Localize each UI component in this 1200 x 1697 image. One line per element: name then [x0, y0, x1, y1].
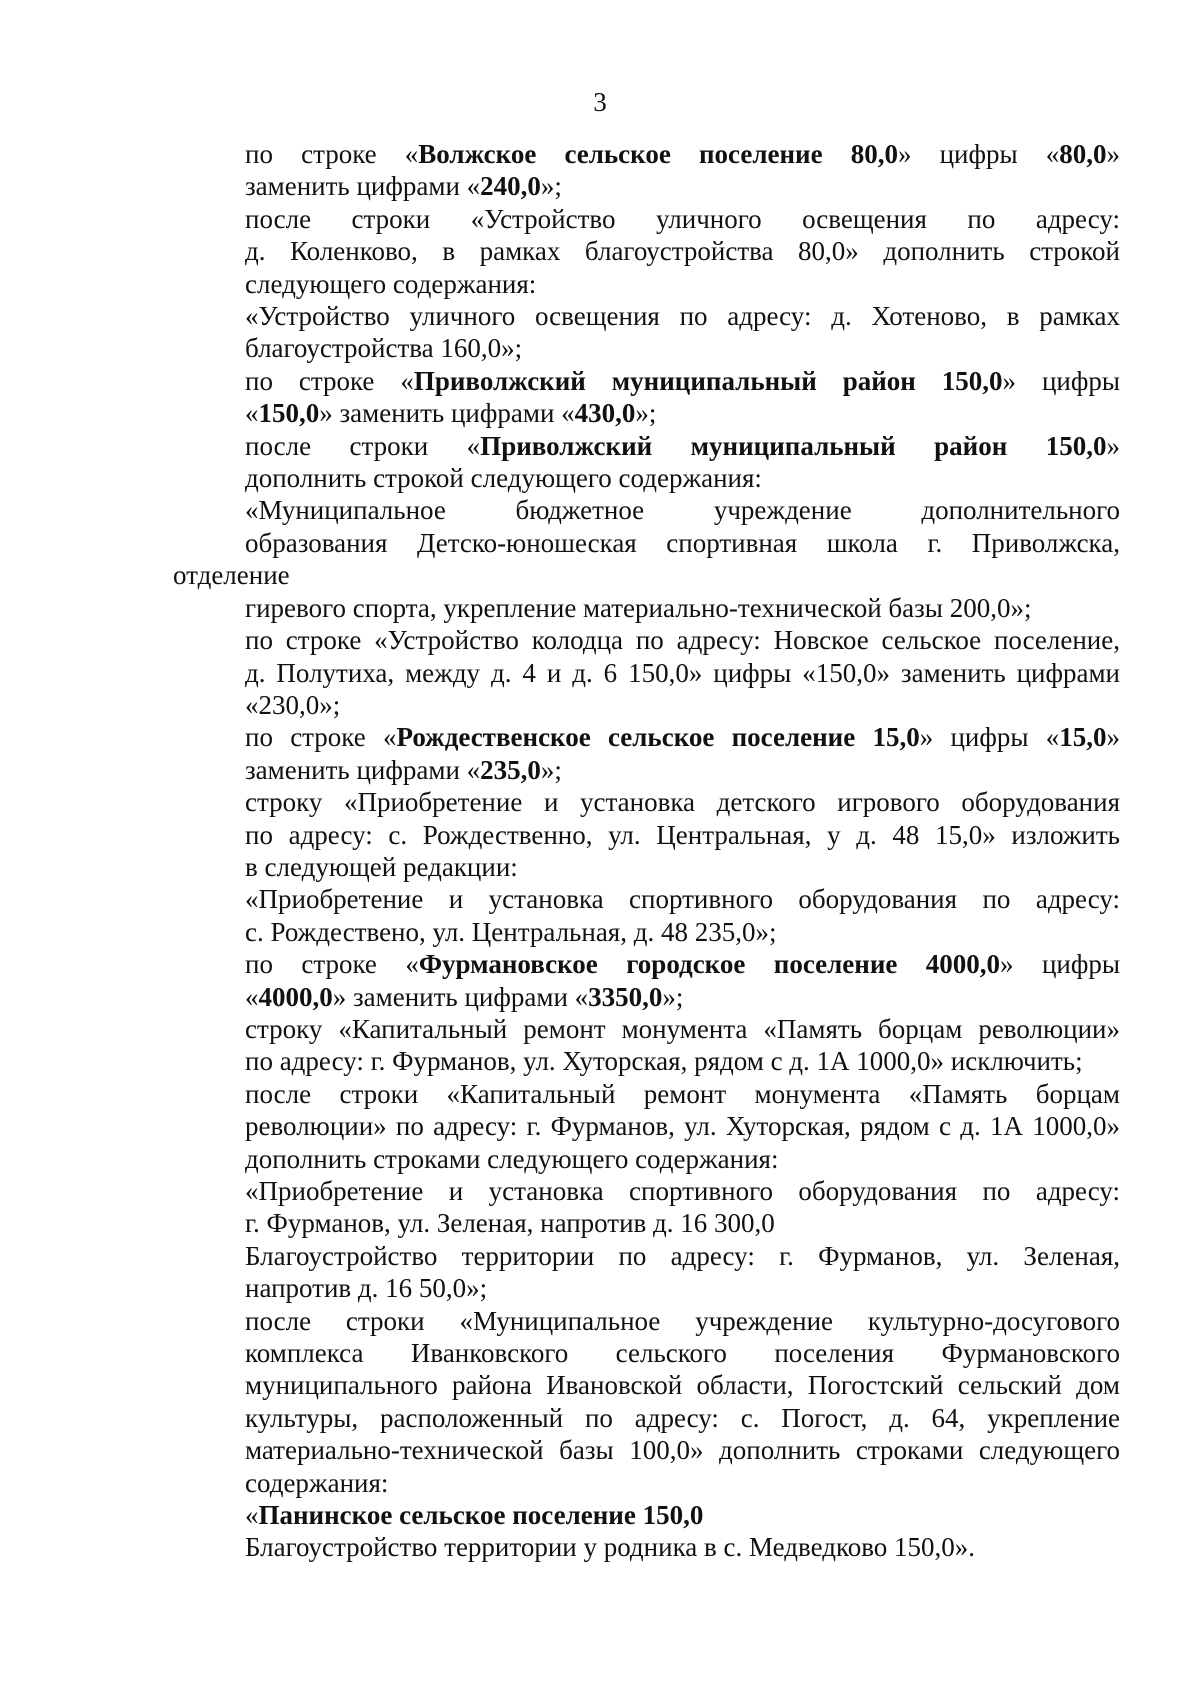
- text-run: по адресу: с. Рождественно, ул. Центральная, у д. 48 15,0» изложить: [245, 819, 1120, 850]
- text-line: [173, 1467, 1120, 1499]
- bold-run: 80,0: [1059, 139, 1107, 169]
- text-line: [173, 851, 1120, 883]
- text-line: [173, 527, 1120, 592]
- text-run: » цифры «: [897, 139, 1060, 169]
- paragraph: [173, 1305, 1120, 1499]
- bold-run: Рождественское сельское поселение 15,0: [396, 722, 920, 753]
- text-run: в следующей редакции:: [245, 851, 518, 882]
- text-line: [173, 883, 1120, 915]
- text-line: [173, 235, 1120, 267]
- text-line: [173, 657, 1120, 689]
- text-run: по адресу: г. Фурманов, ул. Хуторская, рядом с д. 1А 1000,0» исключить;: [245, 1046, 1083, 1077]
- bold-run: Приволжский муниципальный район 150,0: [480, 430, 1107, 461]
- text-run: «Приобретение и установка спортивного оборудования по адресу:: [245, 1176, 1120, 1206]
- text-line: [173, 1207, 1120, 1239]
- text-run: следующего содержания:: [245, 268, 537, 299]
- text-run: после строки «Муниципальное учреждение культурно-досугового: [245, 1305, 1120, 1336]
- text-run: по строке «: [245, 365, 414, 396]
- text-line: [173, 1402, 1120, 1434]
- text-run: «: [245, 398, 259, 429]
- text-run: дополнить строками следующего содержания:: [245, 1143, 779, 1174]
- text-run: строку «Приобретение и установка детского игрового оборудования: [245, 787, 1120, 818]
- text-run: по строке «Устройство колодца по адресу: Новское сельское поселение,: [245, 625, 1120, 656]
- text-line: [173, 948, 1120, 980]
- text-line: [173, 430, 1120, 462]
- text-run: содержания:: [245, 1467, 389, 1498]
- paragraph: [173, 300, 1120, 365]
- text-run: д. Коленково, в рамках благоустройства 80,0» дополнить строкой: [245, 236, 1120, 267]
- text-line: [173, 1078, 1120, 1110]
- text-line: [173, 916, 1120, 948]
- text-line: [173, 1272, 1120, 1304]
- text-line: [173, 1337, 1120, 1369]
- text-line: [173, 754, 1120, 786]
- text-run: комплекса Иванковского сельского поселения Фурмановского: [245, 1338, 1120, 1369]
- text-line: [173, 819, 1120, 851]
- paragraph: [173, 1175, 1120, 1240]
- text-run: после строки «Капитальный ремонт монумента «Память борцам: [245, 1078, 1120, 1109]
- paragraph: [173, 1499, 1120, 1531]
- text-run: »;: [540, 171, 562, 202]
- text-run: » цифры: [1000, 949, 1120, 980]
- text-run: заменить цифрами «: [245, 171, 481, 202]
- text-line: [173, 203, 1120, 235]
- text-run: по строке «: [245, 722, 397, 753]
- text-line: [173, 624, 1120, 656]
- text-run: Благоустройство территории у родника в с. Медведково 150,0».: [245, 1532, 976, 1563]
- text-run: благоустройства 160,0»;: [245, 333, 523, 364]
- text-run: »: [1106, 430, 1121, 461]
- text-run: «Муниципальное бюджетное учреждение дополнительного: [245, 495, 1120, 526]
- paragraph: [173, 883, 1120, 948]
- bold-run: Фурмановское городское поселение 4000,0: [418, 949, 1001, 980]
- text-line: [173, 365, 1120, 397]
- text-run: после строки «: [245, 430, 481, 461]
- text-line: [173, 1369, 1120, 1401]
- bold-run: 15,0: [1059, 722, 1107, 753]
- text-line: [173, 1499, 1120, 1531]
- text-line: [173, 170, 1120, 202]
- text-run: дополнить строкой следующего содержания:: [245, 463, 762, 494]
- text-line: [173, 300, 1120, 332]
- paragraph: [173, 721, 1120, 786]
- text-line: [173, 1045, 1120, 1077]
- bold-run: Приволжский муниципальный район 150,0: [413, 365, 1003, 396]
- bold-run: 240,0: [480, 171, 541, 202]
- bold-run: 430,0: [574, 398, 636, 429]
- paragraph: [173, 1531, 1120, 1563]
- text-run: после строки «Устройство уличного освещения по адресу:: [245, 203, 1120, 234]
- text-run: образования Детско-юношеская спортивная школа г. Приволжска, отделение: [173, 527, 1120, 591]
- text-line: [173, 1013, 1120, 1045]
- text-line: [173, 268, 1120, 300]
- paragraph: [173, 948, 1120, 1013]
- paragraph: [173, 624, 1120, 721]
- text-line: [173, 138, 1120, 170]
- text-line: [173, 1531, 1120, 1563]
- bold-run: Волжское сельское поселение 80,0: [418, 139, 898, 169]
- text-run: «: [245, 1500, 259, 1531]
- text-run: Благоустройство территории по адресу: г. Фурманов, ул. Зеленая,: [245, 1240, 1120, 1271]
- text-run: напротив д. 16 50,0»;: [245, 1273, 488, 1304]
- text-run: муниципального района Ивановской области, Погостский сельский дом: [245, 1370, 1120, 1401]
- text-run: д. Полутиха, между д. 4 и д. 6 150,0» цифры «150,0» заменить цифрами: [245, 657, 1120, 688]
- text-line: [173, 981, 1120, 1013]
- text-run: »: [1106, 722, 1120, 753]
- text-run: » заменить цифрами «: [319, 398, 575, 429]
- text-run: »;: [662, 981, 684, 1012]
- text-line: [173, 1240, 1120, 1272]
- text-run: по строке «: [245, 949, 419, 980]
- paragraph: [173, 1240, 1120, 1305]
- bold-run: 150,0: [258, 398, 320, 429]
- document-body: [173, 138, 1120, 1564]
- text-run: «Приобретение и установка спортивного оборудования по адресу:: [245, 884, 1120, 915]
- paragraph: [173, 430, 1120, 495]
- paragraph: [173, 494, 1120, 624]
- text-line: [173, 689, 1120, 721]
- text-line: [173, 721, 1120, 753]
- text-run: заменить цифрами «: [245, 754, 481, 785]
- paragraph: [173, 138, 1120, 203]
- text-line: [173, 332, 1120, 364]
- paragraph: [173, 365, 1120, 430]
- bold-run: 3350,0: [588, 981, 663, 1012]
- text-line: [173, 592, 1120, 624]
- text-run: по строке «: [245, 139, 419, 169]
- text-line: [173, 786, 1120, 818]
- text-run: г. Фурманов, ул. Зеленая, напротив д. 16 300,0: [245, 1208, 775, 1239]
- paragraph: [173, 1078, 1120, 1175]
- paragraph: [173, 786, 1120, 883]
- text-run: строку «Капитальный ремонт монумента «Память борцам революции»: [245, 1013, 1120, 1044]
- bold-run: Панинское сельское поселение 150,0: [258, 1500, 704, 1531]
- text-line: [173, 1110, 1120, 1142]
- bold-run: 4000,0: [258, 981, 333, 1012]
- text-run: с. Рождествено, ул. Центральная, д. 48 235,0»;: [245, 916, 777, 947]
- text-line: [173, 1434, 1120, 1466]
- text-line: [173, 1175, 1120, 1207]
- text-run: гиревого спорта, укрепление материально-технической базы 200,0»;: [245, 592, 1032, 623]
- text-line: [173, 462, 1120, 494]
- text-run: «230,0»;: [245, 689, 341, 720]
- text-run: «Устройство уличного освещения по адресу: д. Хотеново, в рамках: [245, 301, 1120, 332]
- paragraph: [173, 203, 1120, 300]
- page-number: 3: [593, 87, 607, 117]
- text-run: »;: [635, 398, 657, 429]
- text-line: [173, 397, 1120, 429]
- text-run: культуры, расположенный по адресу: с. Погост, д. 64, укрепление: [245, 1402, 1120, 1433]
- text-run: » цифры: [1002, 365, 1120, 396]
- text-run: »;: [540, 754, 562, 785]
- text-line: [173, 1305, 1120, 1337]
- text-line: [173, 494, 1120, 526]
- text-run: революции» по адресу: г. Фурманов, ул. Хуторская, рядом с д. 1А 1000,0»: [245, 1111, 1120, 1142]
- text-run: «: [245, 981, 259, 1012]
- bold-run: 235,0: [480, 754, 541, 785]
- text-run: »: [1106, 139, 1120, 169]
- text-run: » цифры «: [919, 722, 1060, 753]
- text-line: [173, 1143, 1120, 1175]
- paragraph: [173, 1013, 1120, 1078]
- text-run: материально-технической базы 100,0» дополнить строками следующего: [245, 1435, 1120, 1466]
- text-run: » заменить цифрами «: [332, 981, 589, 1012]
